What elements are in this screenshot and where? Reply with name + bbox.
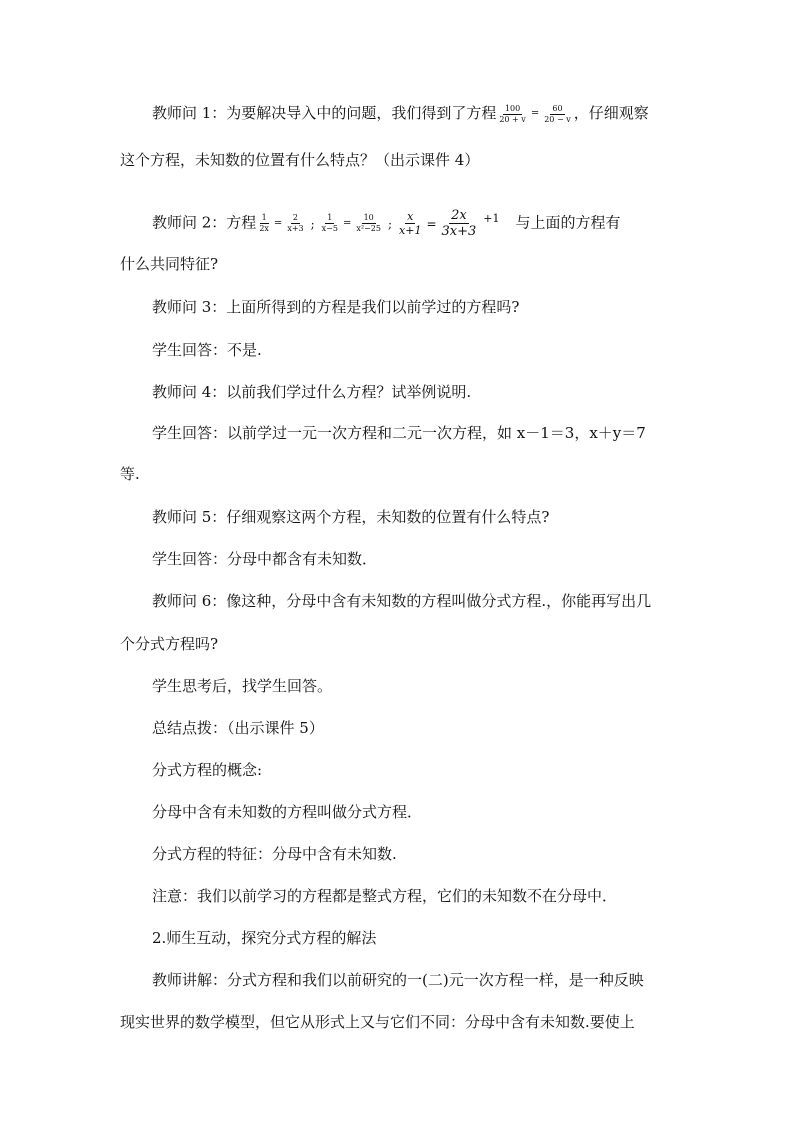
eq2-f-numerator: 2x <box>451 208 467 223</box>
eq2-f-fraction <box>440 208 479 239</box>
eq1-lhs-denominator: 20 + v <box>499 114 526 124</box>
eq2-c-denominator: x−5 <box>321 224 338 233</box>
q2-suffix: 与上面的方程有 <box>515 213 621 232</box>
eq2-f-denominator: 3x+3 <box>441 224 477 239</box>
eq2-b-denominator: x+3 <box>287 224 304 233</box>
paragraph-line: 等. <box>120 465 140 483</box>
eq1-equals: = <box>530 108 540 119</box>
eq2-separator: ; <box>310 216 315 231</box>
paragraph-line: 什么共同特征? <box>120 255 219 273</box>
paragraph-student-answer: 学生回答：分母中都含有未知数． <box>152 550 378 568</box>
eq2-a-fraction <box>257 213 271 234</box>
section-heading: 2.师生互动，探究分式方程的解法 <box>152 929 377 947</box>
eq1-rhs-fraction <box>542 104 573 125</box>
eq1-rhs-numerator: 60 <box>552 103 563 113</box>
paragraph-line: 个分式方程吗? <box>120 635 219 653</box>
paragraph-student-think: 学生思考后，找学生回答。 <box>152 677 333 695</box>
eq2-e-denominator: x+1 <box>399 224 422 237</box>
eq1-rhs-denominator: 20 − v <box>544 114 571 124</box>
eq2-d-numerator: 10 <box>363 213 374 222</box>
paragraph-feature: 分式方程的特征：分母中含有未知数. <box>152 845 397 863</box>
paragraph-teacher-q1 <box>152 103 649 125</box>
eq2-a-numerator: 1 <box>261 213 267 222</box>
eq1-lhs-fraction <box>497 104 528 125</box>
eq2-a-denominator: 2x <box>259 224 269 233</box>
q1-prefix: 教师问 1：为要解决导入中的问题，我们得到了方程 <box>152 104 497 122</box>
paragraph-concept-heading: 分式方程的概念: <box>152 761 263 779</box>
paragraph-line: 现实世界的数学模型，但它从形式上又与它们不同：分母中含有未知数.要使上 <box>120 1013 635 1031</box>
eq2-separator: ; <box>387 216 393 231</box>
paragraph-summary: 总结点拨：（出示课件 5） <box>152 719 324 737</box>
eq2-plus-one: +1 <box>483 211 500 225</box>
eq2-e-fraction <box>397 210 423 237</box>
paragraph-note: 注意：我们以前学习的方程都是整式方程，它们的未知数不在分母中． <box>152 887 618 905</box>
paragraph-student-answer: 学生回答：不是. <box>152 341 262 359</box>
paragraph-teacher-q3: 教师问 3：上面所得到的方程是我们以前学过的方程吗? <box>152 298 520 316</box>
eq2-c-numerator: 1 <box>327 213 333 222</box>
paragraph-line: 这个方程，未知数的位置有什么特点？（出示课件 4） <box>120 151 480 169</box>
eq1-lhs-numerator: 100 <box>504 103 521 113</box>
paragraph-teacher-q4: 教师问 4：以前我们学过什么方程？试举例说明. <box>152 383 472 401</box>
q2-prefix: 教师问 2：方程 <box>152 213 257 232</box>
eq2-b-numerator: 2 <box>292 213 299 222</box>
eq2-d-denominator: x²−25 <box>356 224 381 233</box>
eq2-d-fraction <box>354 213 383 234</box>
q1-suffix: ，仔细观察 <box>573 104 649 122</box>
paragraph-concept: 分母中含有未知数的方程叫做分式方程． <box>152 803 423 821</box>
paragraph-teacher-q2 <box>152 208 621 239</box>
eq2-b-fraction <box>285 213 305 234</box>
eq2-c-equals: = <box>342 217 352 229</box>
eq2-e-numerator: x <box>407 210 414 223</box>
paragraph-student-answer: 学生回答：以前学过一元一次方程和二元一次方程，如 x－1＝3，x＋y＝7 <box>152 424 646 442</box>
eq2-e-equals: = <box>426 216 437 231</box>
eq2-c-fraction <box>320 213 340 234</box>
eq2-a-equals: = <box>273 217 283 229</box>
paragraph-teacher-q5: 教师问 5：仔细观察这两个方程，未知数的位置有什么特点? <box>152 508 550 526</box>
paragraph-teacher-q6: 教师问 6：像这种，分母中含有未知数的方程叫做分式方程.，你能再写出几 <box>152 592 652 610</box>
paragraph-teacher-explain: 教师讲解：分式方程和我们以前研究的一(二)元一次方程一样，是一种反映 <box>152 971 644 989</box>
